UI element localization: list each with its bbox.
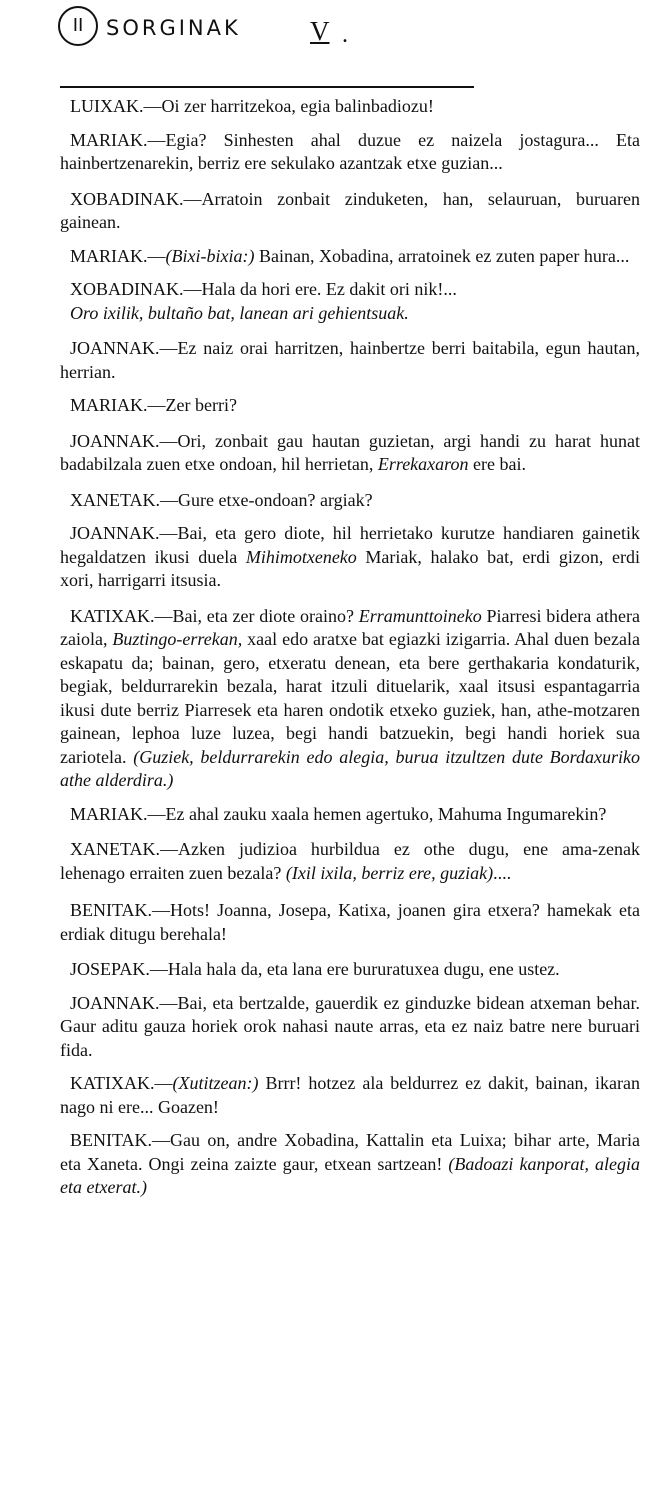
stage-direction: (Xutitzean:) [172, 1073, 259, 1093]
line-text: .... [493, 862, 512, 883]
line-text: —Ez ahal zauku xaala hemen agertuko, Mahuma Ingumarekin? [147, 803, 607, 824]
speaker-name: MARIAK. [70, 395, 148, 415]
stage-direction: (Ixil ixila, berriz ere, guziak) [285, 862, 494, 883]
speaker-name: JOANNAK. [70, 430, 160, 451]
line-text: —Azken judizioa hurbildua ez othe dugu, ene ama-zenak lehenago erraiten zuen bezala? [60, 839, 640, 883]
line-text: —Gure etxe-ondoan? argiak? [160, 489, 373, 510]
dialogue-line [60, 489, 640, 513]
speaker-name: BENITAK. [70, 900, 153, 920]
dialogue-line [60, 992, 640, 1063]
header-roman-numeral: V [310, 16, 330, 46]
line-text: Mariak, halako bat, erdi gizon, erdi xori, harrigarri itsusia. [60, 546, 640, 590]
header-dot: . [342, 22, 348, 48]
dialogue-line [60, 899, 640, 946]
dialogue-line [60, 958, 640, 982]
handwritten-header [58, 2, 478, 72]
dash: — [154, 1073, 173, 1093]
speaker-name: LUIXAK. [70, 96, 144, 116]
speaker-name: JOANNAK. [70, 523, 160, 543]
place-name: Errekaxaron [377, 454, 469, 474]
header-rule [60, 86, 474, 88]
dialogue-line [60, 1129, 640, 1200]
line-text: —Egia? Sinhesten ahal duzue ez naizela jostagura... Eta hainbertzenarekin, berriz ere sekulako azantzak etxe guzian... [60, 129, 640, 173]
line-text: Brrr! hotzez ala beldurrez ez dakit, bainan, ikaran nago ni ere... Goazen! [60, 1073, 640, 1117]
stage-direction: (Guziek, beldurrarekin edo alegia, burua itzultzen dute Bordaxuriko athe alderdira.) [60, 746, 640, 790]
line-text: —Bai, eta bertzalde, gauerdik ez ginduzke bidean atxeman behar. Gaur aditu gauza horiek orok nahasi naute arras, eta ez naiz batre nere buruari fida. [60, 992, 640, 1060]
line-text: —Ori, zonbait gau hautan guzietan, argi handi zu harat hunat badabilzala zuen etxe ondoan, hil herrietan, [60, 430, 640, 474]
dialogue-body [60, 95, 640, 1200]
line-text: ere bai. [468, 454, 526, 474]
dash: — [147, 245, 166, 266]
speaker-name: MARIAK. [70, 803, 148, 824]
dialogue-line [60, 337, 640, 384]
dialogue-line [60, 245, 640, 269]
line-text: —Hala da hori ere. Ez dakit ori nik!... [183, 279, 457, 299]
line-text: Bainan, Xobadina, arratoinek ez zuten paper hura... [254, 245, 630, 266]
line-text: Piarresi bidera athera zaiola, [60, 605, 640, 649]
speaker-name: BENITAK. [70, 1130, 153, 1150]
speaker-name: XOBADINAK. [70, 279, 184, 299]
speaker-name: XANETAK. [70, 489, 161, 510]
header-title: SORGINAK [106, 16, 241, 40]
speaker-name: JOANNAK. [70, 992, 160, 1013]
dialogue-line [60, 188, 640, 235]
dialogue-line [60, 803, 640, 827]
stage-direction-line: Oro ixilik, bultaño bat, lanean ari gehientsuak. [70, 302, 409, 323]
circled-number: II [58, 6, 98, 46]
line-text: —Hots! Joanna, Josepa, Katixa, joanen gira etxera? hamekak eta erdiak ditugu berehala! [60, 900, 640, 944]
line-text: —Bai, eta zer diote oraino? [154, 605, 359, 626]
dialogue-line [60, 129, 640, 176]
dialogue-line [60, 1072, 640, 1119]
speaker-name: JOSEPAK. [70, 959, 150, 979]
dialogue-line [60, 522, 640, 593]
speaker-name: JOANNAK. [70, 338, 160, 358]
dialogue-line [60, 605, 640, 793]
place-name: Mihimotxeneko [245, 546, 357, 567]
line-text: —Hala hala da, eta lana ere bururatuxea dugu, ene ustez. [149, 959, 560, 979]
dialogue-line [60, 278, 640, 302]
speaker-name: XOBADINAK. [70, 188, 184, 209]
stage-direction: (Bixi-bixia:) [165, 245, 255, 266]
speaker-name: MARIAK. [70, 129, 148, 150]
place-name: Buztingo-errekan, [112, 629, 243, 649]
dialogue-line [60, 95, 640, 119]
line-text: —Oi zer harritzekoa, egia balinbadiozu! [143, 96, 434, 116]
line-text: —Arratoin zonbait zinduketen, han, selauruan, buruaren gainean. [60, 188, 640, 232]
dialogue-line [60, 394, 640, 418]
speaker-name: MARIAK. [70, 245, 148, 266]
dialogue-line [60, 430, 640, 477]
line-text: —Gau on, andre Xobadina, Kattalin eta Luixa; bihar arte, Maria eta Xaneta. Ongi zeina zaizte gaur, etxean sartzean! [60, 1130, 640, 1174]
line-text: xaal edo aratxe bat egiazki izigarria. Ahal duen bezala eskapatu da; bainan, gero, etxeratu denean, eta bere gerthakaria kondaturik, begiak, beldurrarekin bezala, harat itzuli dituelarik, xaal itsusi espantagarria ikusi dute berriz Piarresek eta haren ondotik etxeko guziek, han, athe-motzaren gainean, lephoa luze luzea, begi handi batzuekin, begi handi horiek sua zariotela. [60, 629, 640, 767]
speaker-name: KATIXAK. [70, 1073, 155, 1093]
speaker-name: XANETAK. [70, 839, 161, 859]
line-text: —Bai, eta gero diote, hil herrietako kurutze handiaren gainetik hegaldatzen ikusi duela [60, 523, 640, 567]
speaker-name: KATIXAK. [70, 605, 155, 626]
place-name: Erramunttoineko [358, 605, 482, 626]
dialogue-line [60, 838, 640, 885]
line-text: —Ez naiz orai harritzen, hainbertze berri baitabila, egun hautan, herrian. [60, 338, 640, 382]
stage-direction: (Badoazi kanporat, alegia eta etxerat.) [60, 1153, 640, 1197]
line-text: —Zer berri? [147, 395, 237, 415]
